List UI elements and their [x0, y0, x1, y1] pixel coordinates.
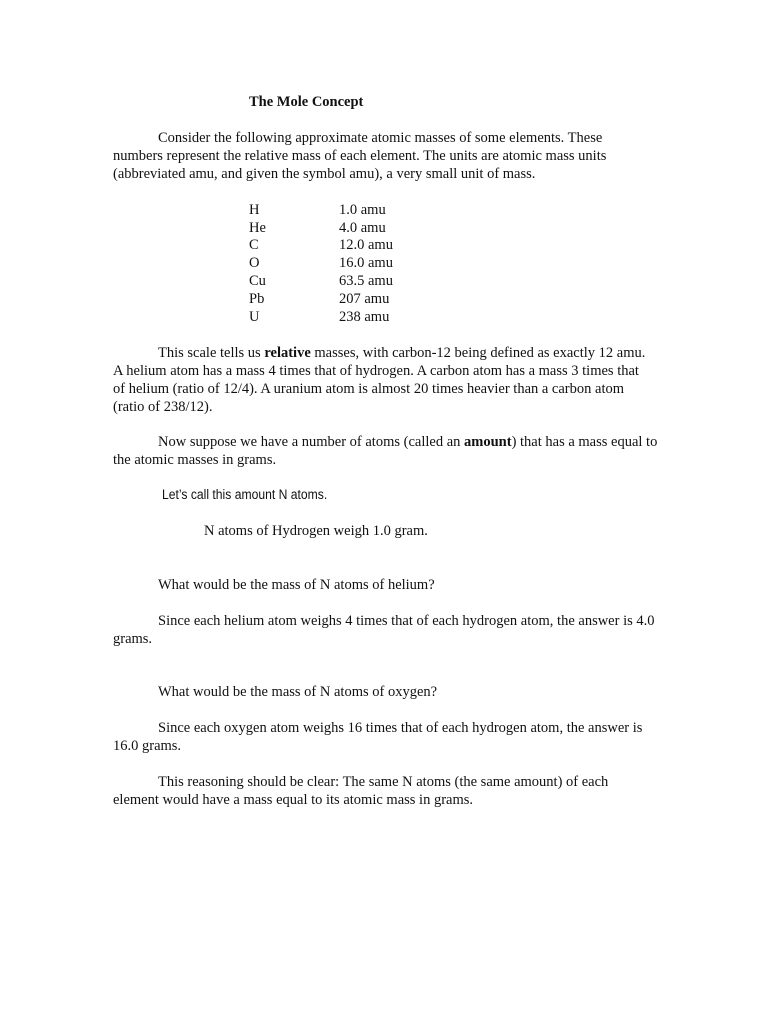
answer-helium-line-2: grams. — [113, 631, 153, 647]
intro-line-1: Consider the following approximate atomic masses of some elements. These — [158, 130, 603, 146]
intro-line-2: numbers represent the relative mass of each element. The units are atomic mass units — [113, 148, 607, 164]
scale-line-4: (ratio of 238/12). — [113, 399, 213, 415]
element-mass: 238 amu — [339, 309, 390, 325]
conclusion-line-2: element would have a mass equal to its atomic mass in grams. — [113, 792, 474, 808]
element-symbol: He — [249, 220, 266, 236]
conclusion-line-1: This reasoning should be clear: The same N atoms (the same amount) of each — [158, 774, 609, 790]
question-helium: What would be the mass of N atoms of helium? — [158, 577, 435, 593]
element-mass: 63.5 amu — [339, 273, 393, 289]
page-title: The Mole Concept — [249, 94, 364, 110]
element-symbol: O — [249, 255, 260, 271]
intro-line-3: (abbreviated amu, and given the symbol amu), a very small unit of mass. — [113, 166, 536, 182]
call-amount-text: Let’s call this amount N atoms. — [162, 487, 328, 502]
answer-oxygen-line-1: Since each oxygen atom weighs 16 times that of each hydrogen atom, the answer is — [158, 720, 643, 736]
element-symbol: Cu — [249, 273, 266, 289]
relative-emphasis: relative — [264, 345, 311, 361]
element-mass: 4.0 amu — [339, 220, 386, 236]
question-oxygen: What would be the mass of N atoms of oxygen? — [158, 684, 438, 700]
element-mass: 12.0 amu — [339, 237, 393, 253]
scale-line-2: A helium atom has a mass 4 times that of hydrogen. A carbon atom has a mass 3 times that — [113, 363, 639, 379]
element-symbol: Pb — [249, 291, 265, 307]
element-mass: 16.0 amu — [339, 255, 393, 271]
hydrogen-weight-text: N atoms of Hydrogen weigh 1.0 gram. — [204, 523, 428, 539]
scale-line-3: of helium (ratio of 12/4). A uranium atom is almost 20 times heavier than a carbon atom — [113, 381, 625, 397]
amount-emphasis: amount — [464, 434, 512, 450]
element-mass: 1.0 amu — [339, 202, 386, 218]
scale-line-1: This scale tells us relative masses, with carbon-12 being defined as exactly 12 amu. — [158, 345, 646, 361]
element-symbol: C — [249, 237, 259, 253]
suppose-line-1: Now suppose we have a number of atoms (called an amount) that has a mass equal to — [158, 434, 658, 450]
suppose-line-2: the atomic masses in grams. — [113, 452, 277, 468]
answer-oxygen-line-2: 16.0 grams. — [113, 738, 182, 754]
answer-helium-line-1: Since each helium atom weighs 4 times that of each hydrogen atom, the answer is 4.0 — [158, 613, 655, 629]
element-symbol: H — [249, 202, 260, 218]
element-symbol: U — [249, 309, 260, 325]
element-mass: 207 amu — [339, 291, 390, 307]
